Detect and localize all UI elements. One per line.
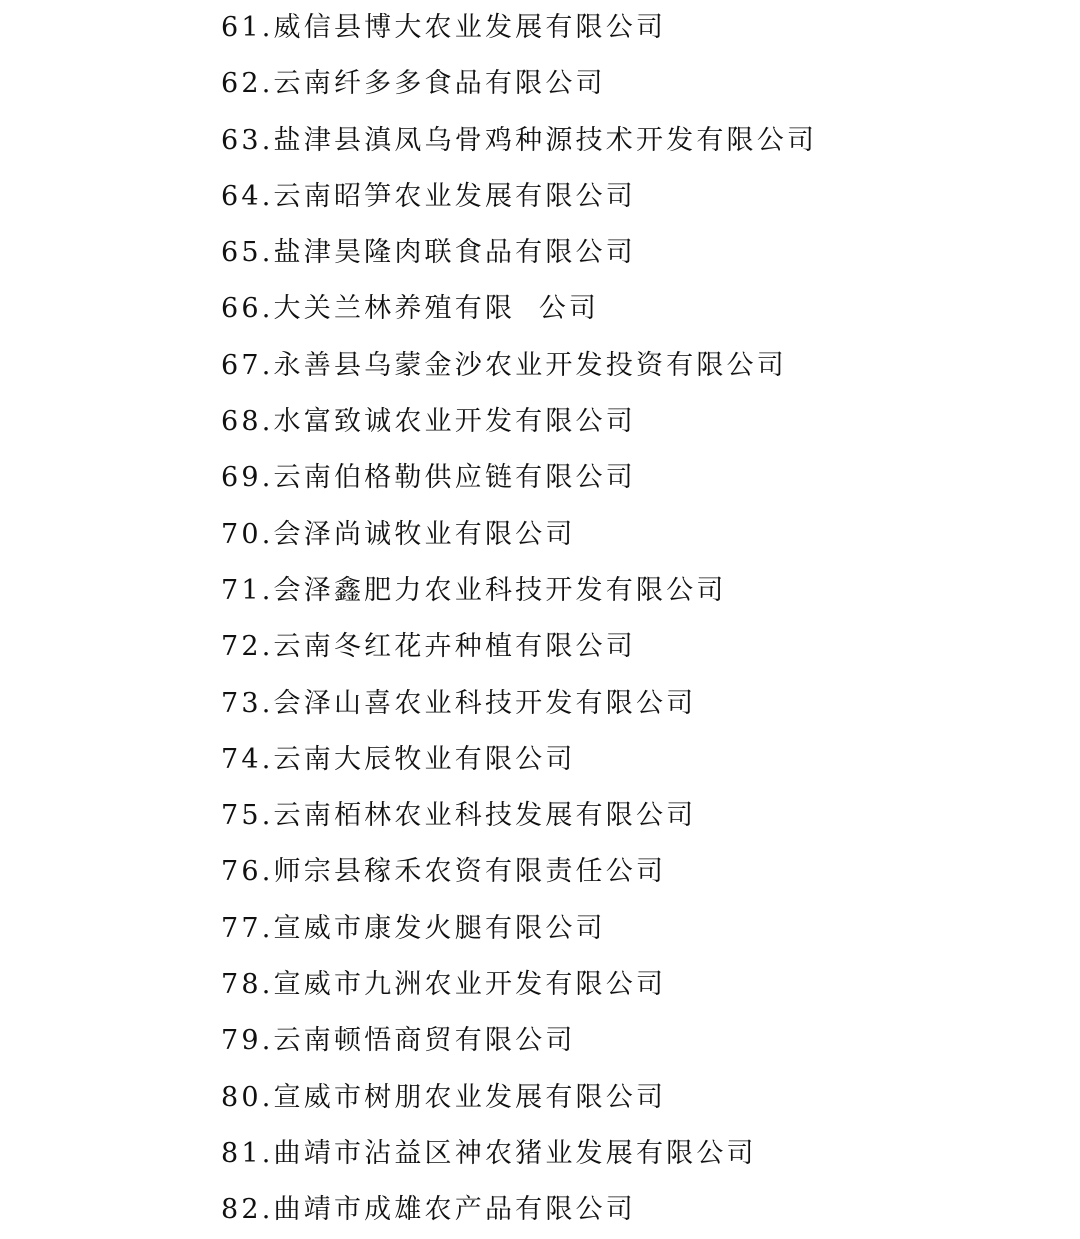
list-item: 63.盐津县滇凤乌骨鸡种源技术开发有限公司: [221, 124, 818, 156]
list-item: 76.师宗县稼禾农资有限责任公司: [221, 856, 667, 888]
list-item: 81.曲靖市沾益区神农猪业发展有限公司: [221, 1137, 757, 1169]
list-item: 72.云南冬红花卉种植有限公司: [221, 631, 636, 663]
list-item: 82.曲靖市成雄农产品有限公司: [221, 1194, 636, 1226]
list-item: 79.云南顿悟商贸有限公司: [221, 1025, 576, 1057]
list-item: 80.宣威市树朋农业发展有限公司: [221, 1081, 667, 1113]
list-item: 68.水富致诚农业开发有限公司: [221, 406, 636, 438]
list-item: 78.宣威市九洲农业开发有限公司: [221, 969, 667, 1001]
list-item: 71.会泽鑫肥力农业科技开发有限公司: [221, 574, 727, 606]
list-item: 74.云南大辰牧业有限公司: [221, 743, 576, 775]
list-item: 75.云南栢林农业科技发展有限公司: [221, 800, 697, 832]
list-item: 64.云南昭笋农业发展有限公司: [221, 180, 636, 212]
list-item: 61.威信县博大农业发展有限公司: [221, 12, 667, 43]
company-list: [221, 0, 817, 1239]
list-item: 65.盐津昊隆肉联食品有限公司: [221, 237, 636, 269]
list-item: 77.宣威市康发火腿有限公司: [221, 912, 606, 944]
list-item: 73.会泽山喜农业科技开发有限公司: [221, 687, 697, 719]
list-item: 69.云南伯格勒供应链有限公司: [221, 462, 636, 494]
list-item: 66.大关兰林养殖有限 公司: [221, 293, 600, 325]
list-item: 70.会泽尚诚牧业有限公司: [221, 518, 576, 550]
list-item: 62.云南纤多多食品有限公司: [221, 68, 606, 100]
list-item: 67.永善县乌蒙金沙农业开发投资有限公司: [221, 349, 787, 381]
